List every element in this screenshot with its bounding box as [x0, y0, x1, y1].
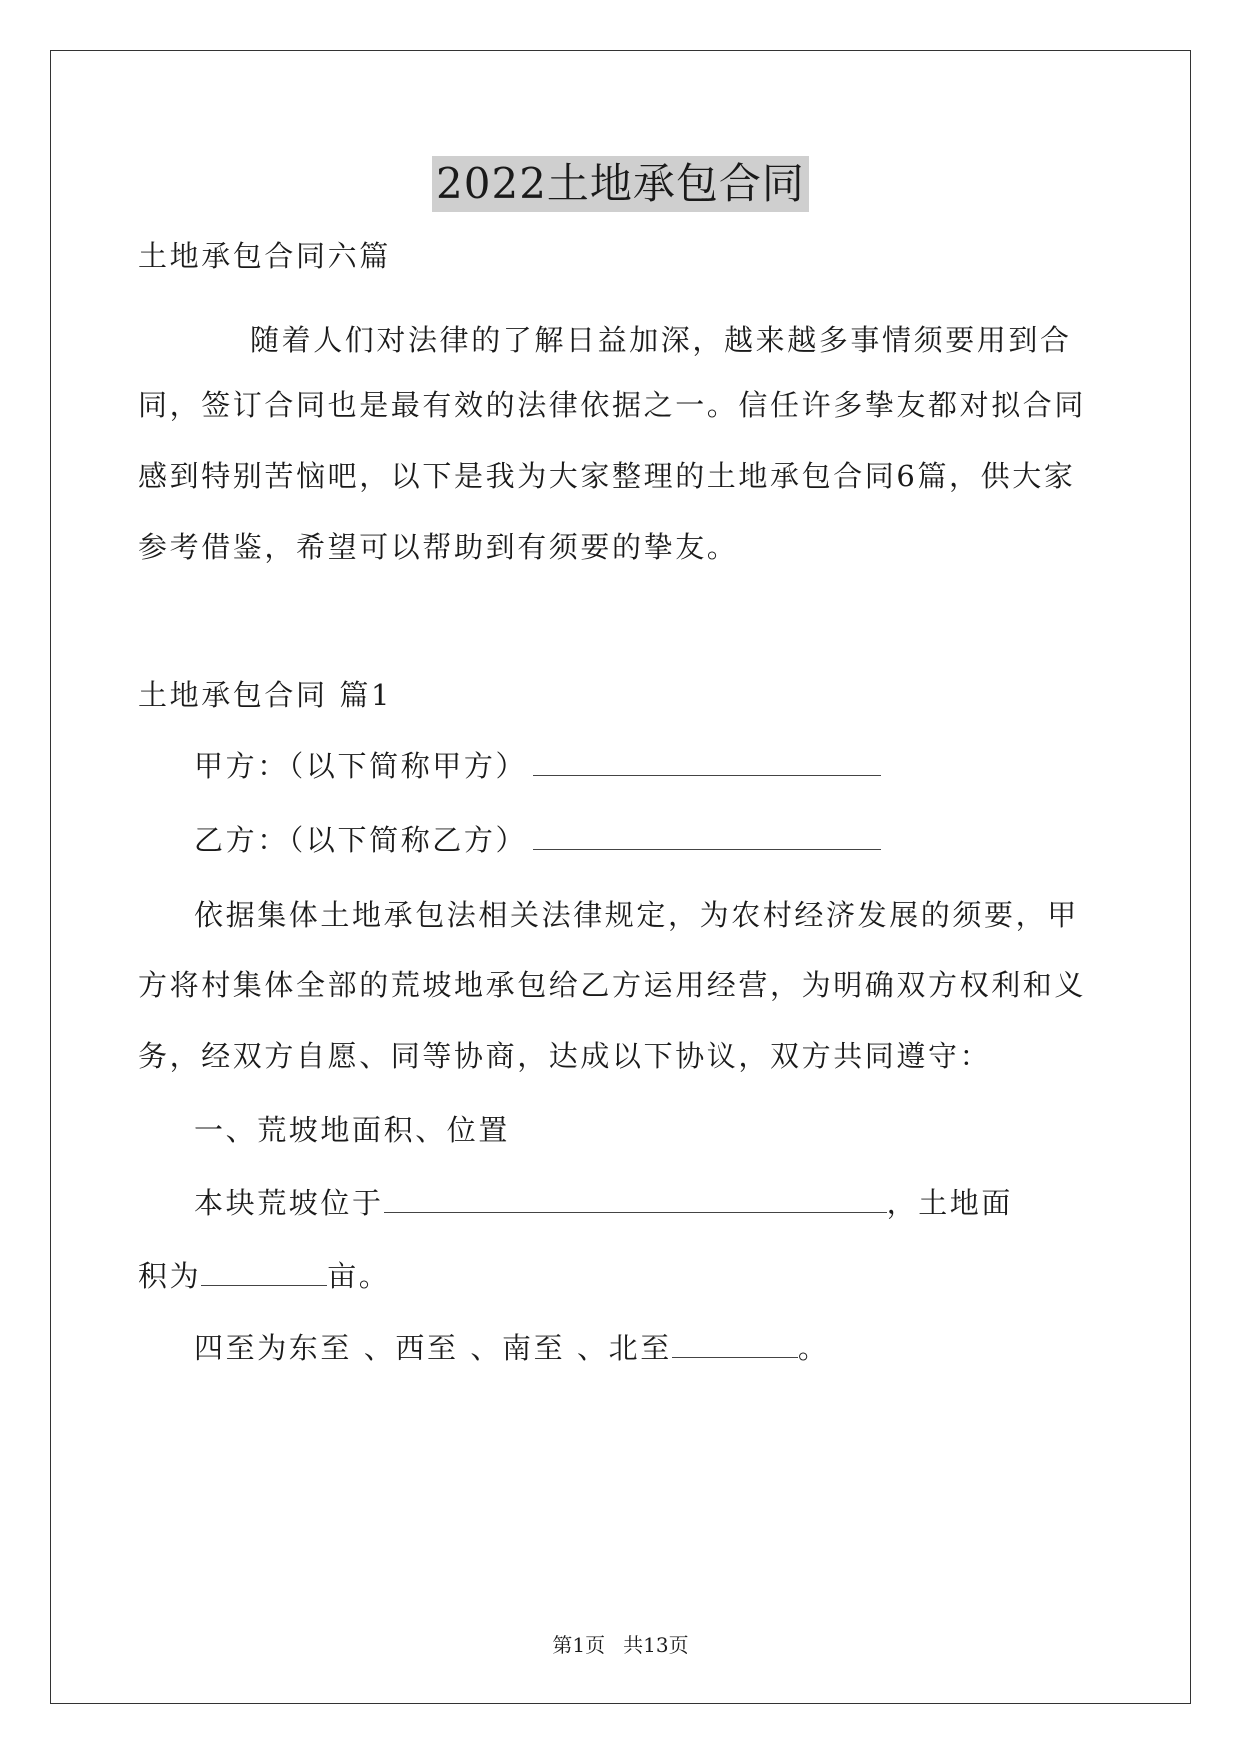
document-subtitle: 土地承包合同六篇	[138, 239, 391, 273]
location-blank	[384, 1184, 887, 1213]
intro-line-1: 随着人们对法律的了解日益加深，越来越多事情须要用到合	[250, 323, 1072, 357]
page-total: 共13页	[623, 1633, 689, 1657]
area-line	[138, 1256, 390, 1296]
page-current: 第1页	[552, 1633, 606, 1657]
title-container	[0, 156, 1241, 212]
boundaries-suffix: 。	[797, 1331, 830, 1365]
party-a-line	[194, 746, 881, 786]
area-suffix: 亩。	[327, 1259, 391, 1293]
location-prefix: 本块荒坡位于	[194, 1186, 384, 1220]
clause-1-heading: 一、荒坡地面积、位置	[194, 1113, 511, 1147]
basis-line-2: 方将村集体全部的荒坡地承包给乙方运用经营，为明确双方权利和义	[138, 968, 1087, 1002]
location-line	[194, 1183, 1013, 1223]
intro-line-2: 同，签订合同也是最有效的法律依据之一。信任许多挚友都对拟合同	[138, 388, 1087, 422]
intro-line-3: 感到特别苦恼吧，以下是我为大家整理的土地承包合同6篇，供大家	[138, 459, 1076, 493]
page-footer	[0, 1632, 1241, 1658]
basis-line-3: 务，经双方自愿、同等协商，达成以下协议，双方共同遵守：	[138, 1039, 992, 1073]
area-blank	[201, 1257, 327, 1286]
section-heading: 土地承包合同 篇1	[138, 678, 393, 712]
document-title: 2022土地承包合同	[432, 156, 809, 212]
area-prefix: 积为	[138, 1259, 202, 1293]
party-b-blank	[533, 821, 881, 850]
boundaries-blank	[672, 1329, 798, 1358]
intro-line-4: 参考借鉴，希望可以帮助到有须要的挚友。	[138, 530, 739, 564]
page-border	[50, 50, 1191, 1704]
boundaries-prefix: 四至为东至 、西至 、南至 、北至	[194, 1331, 672, 1365]
party-a-blank	[533, 747, 881, 776]
location-suffix: ，土地面	[886, 1186, 1014, 1220]
party-b-label: 乙方：（以下简称乙方）	[194, 823, 528, 857]
boundaries-line	[194, 1328, 829, 1368]
party-b-line	[194, 820, 881, 860]
basis-line-1: 依据集体土地承包法相关法律规定，为农村经济发展的须要，甲	[194, 898, 1079, 932]
party-a-label: 甲方：（以下简称甲方）	[194, 749, 528, 783]
